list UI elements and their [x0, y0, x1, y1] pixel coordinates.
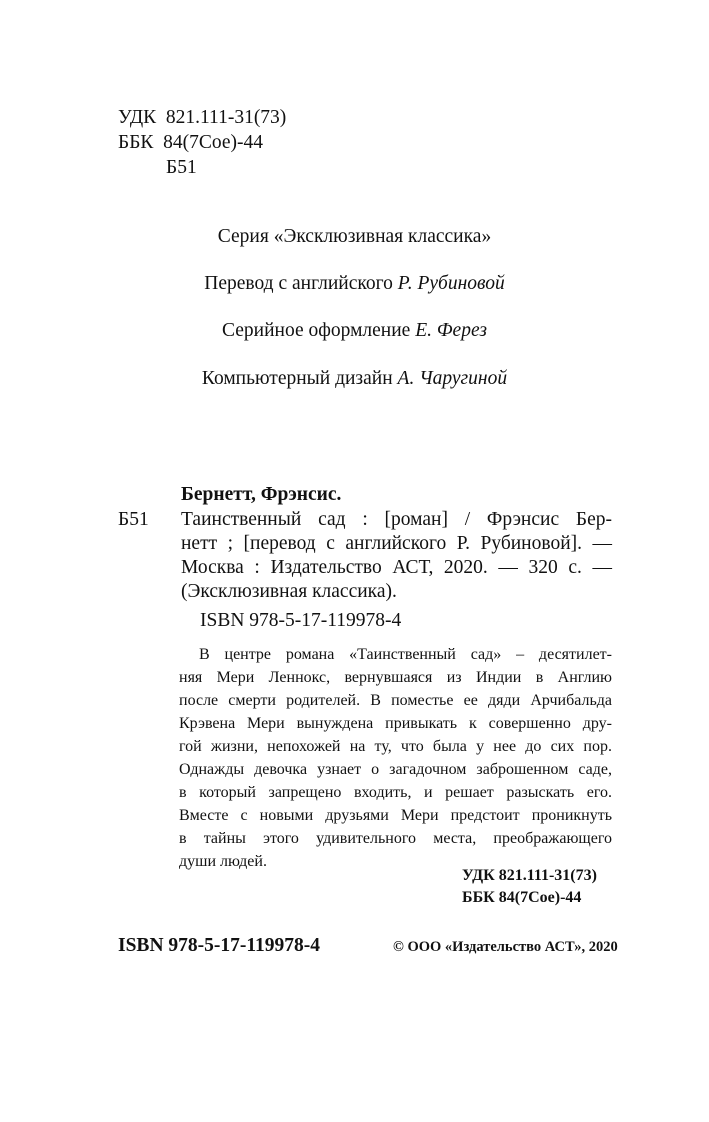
footer-bbk: ББК 84(7Сое)-44	[462, 889, 582, 906]
translator-name: Р. Рубиновой	[397, 273, 505, 294]
annotation-line: после смерти родителей. В поместье ее дяди Арчибальда	[179, 692, 612, 709]
design-label: Серийное оформление	[222, 320, 411, 341]
annotation	[179, 643, 612, 873]
design-line	[0, 319, 709, 343]
biblio-description	[181, 508, 612, 604]
designer-name: Е. Ферез	[415, 320, 487, 341]
computer-designer-name: А. Чаругиной	[397, 368, 508, 389]
biblio-mark: Б51	[118, 509, 149, 530]
bbk-code: ББК 84(7Сое)-44	[118, 132, 264, 153]
biblio-author: Бернетт, Фрэнсис.	[181, 484, 342, 505]
computer-design-line	[0, 367, 709, 391]
udk-code: УДК 821.111-31(73)	[118, 107, 287, 128]
annotation-line: в тайны этого удивительного места, преображающего	[179, 830, 612, 847]
biblio-line: Москва : Издательство АСТ, 2020. — 320 с. —	[181, 557, 612, 578]
annotation-line: Крэвена Мери вынуждена привыкать к совершенно дру-	[179, 715, 612, 732]
computer-design-label: Компьютерный дизайн	[201, 368, 393, 389]
annotation-line: няя Мери Леннокс, вернувшаяся из Индии в Англию	[179, 669, 612, 686]
footer-isbn: ISBN 978-5-17-119978-4	[118, 935, 321, 956]
biblio-isbn: ISBN 978-5-17-119978-4	[200, 610, 402, 631]
annotation-line: В центре романа «Таинственный сад» – десятилет-	[199, 646, 612, 663]
series-line: Серия «Эксклюзивная классика»	[217, 226, 492, 247]
annotation-line: души людей.	[179, 853, 267, 870]
biblio-line: (Эксклюзивная классика).	[181, 581, 397, 602]
annotation-line: Вместе с новыми друзьями Мери предстоит проникнуть	[179, 807, 612, 824]
annotation-line: Однажды девочка узнает о загадочном заброшенном саде,	[179, 761, 612, 778]
biblio-line: Таинственный сад : [роман] / Фрэнсис Бер-	[181, 509, 612, 530]
biblio-line: нетт ; [перевод с английского Р. Рубиновой]. —	[181, 533, 612, 554]
author-mark: Б51	[166, 157, 197, 178]
annotation-line: в который запрещено входить, и решает разыскать его.	[179, 784, 612, 801]
copyright: © ООО «Издательство АСТ», 2020	[393, 939, 618, 955]
annotation-line: гой жизни, непохожей на ту, что была у нее до сих пор.	[179, 738, 612, 755]
footer-udk: УДК 821.111-31(73)	[462, 867, 597, 884]
translation-line	[0, 272, 709, 296]
translation-label: Перевод с английского	[204, 273, 393, 294]
